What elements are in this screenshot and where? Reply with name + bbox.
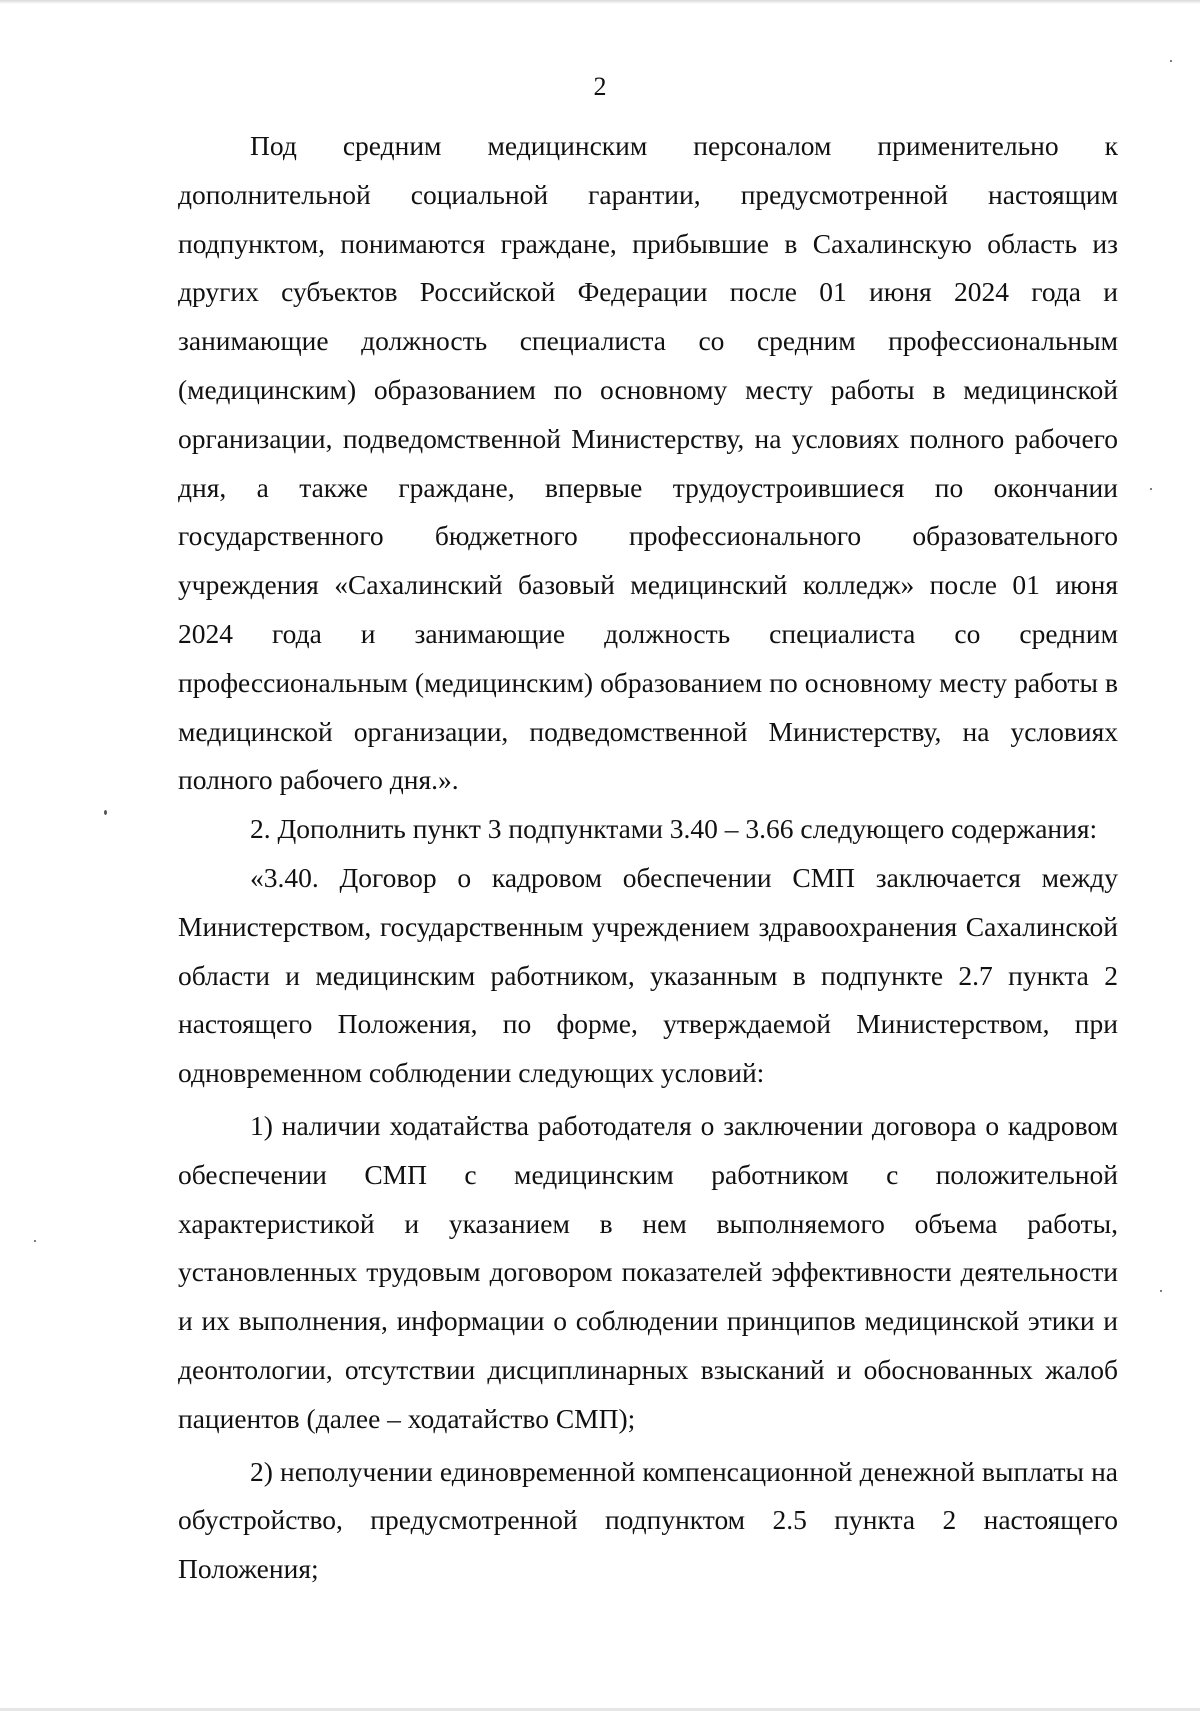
scan-speck <box>104 810 107 815</box>
scan-speck <box>1160 1290 1162 1292</box>
document-body <box>178 122 1118 1594</box>
scan-speck <box>1170 60 1172 62</box>
scan-speck <box>1150 488 1152 490</box>
paragraph-mid-level-staff-definition: Под средним медицинским персоналом применительно к дополнительной социальной гарантии, предусмотренной настоящим подпунктом, понимаются граждане, прибывшие в Сахалинскую область из других субъектов Российской Федерации после 01 июня 2024 года и занимающие должность специалиста со средним профессиональным (медицинским) образованием по основному месту работы в медицинской организации, подведомственной Министерству, на условиях полного рабочего дня, а также граждане, впервые трудоустроившиеся по окончании государственного бюджетного профессионального образовательного учреждения «Сахалинский базовый медицинский колледж» после 01 июня 2024 года и занимающие должность специалиста со средним профессиональным (медицинским) образованием по основному месту работы в медицинской организации, подведомственной Министерству, на условиях полного рабочего дня.». <box>178 130 1118 796</box>
page-number: 2 <box>593 72 607 101</box>
paragraph-condition-1: 1) наличии ходатайства работодателя о заключении договора о кадровом обеспечении СМП с медицинским работником с положительной характеристикой и указанием в нем выполняемого объема работы, установленных трудовым договором показателей эффективности деятельности и их выполнения, информации о соблюдении принципов медицинской этики и деонтологии, отсутствии дисциплинарных взысканий и обоснованных жалоб пациентов (далее – ходатайство СМП); <box>178 1109 1118 1434</box>
paragraph-amendment-point-2: 2. Дополнить пункт 3 подпунктами 3.40 – 3.66 следующего содержания: <box>250 813 1098 845</box>
paragraph-condition-2: 2) неполучении единовременной компенсационной денежной выплаты на обустройство, предусмотренной подпунктом 2.5 пункта 2 настоящего Положения; <box>178 1455 1118 1585</box>
scan-speck <box>34 1240 36 1242</box>
scan-top-edge <box>0 0 1200 4</box>
paragraph-subpoint-3-40: «3.40. Договор о кадровом обеспечении СМП заключается между Министерством, государственным учреждением здравоохранения Сахалинской области и медицинским работником, указанным в подпункте 2.7 пункта 2 настоящего Положения, по форме, утверждаемой Министерством, при одновременном соблюдении следующих условий: <box>178 861 1118 1089</box>
